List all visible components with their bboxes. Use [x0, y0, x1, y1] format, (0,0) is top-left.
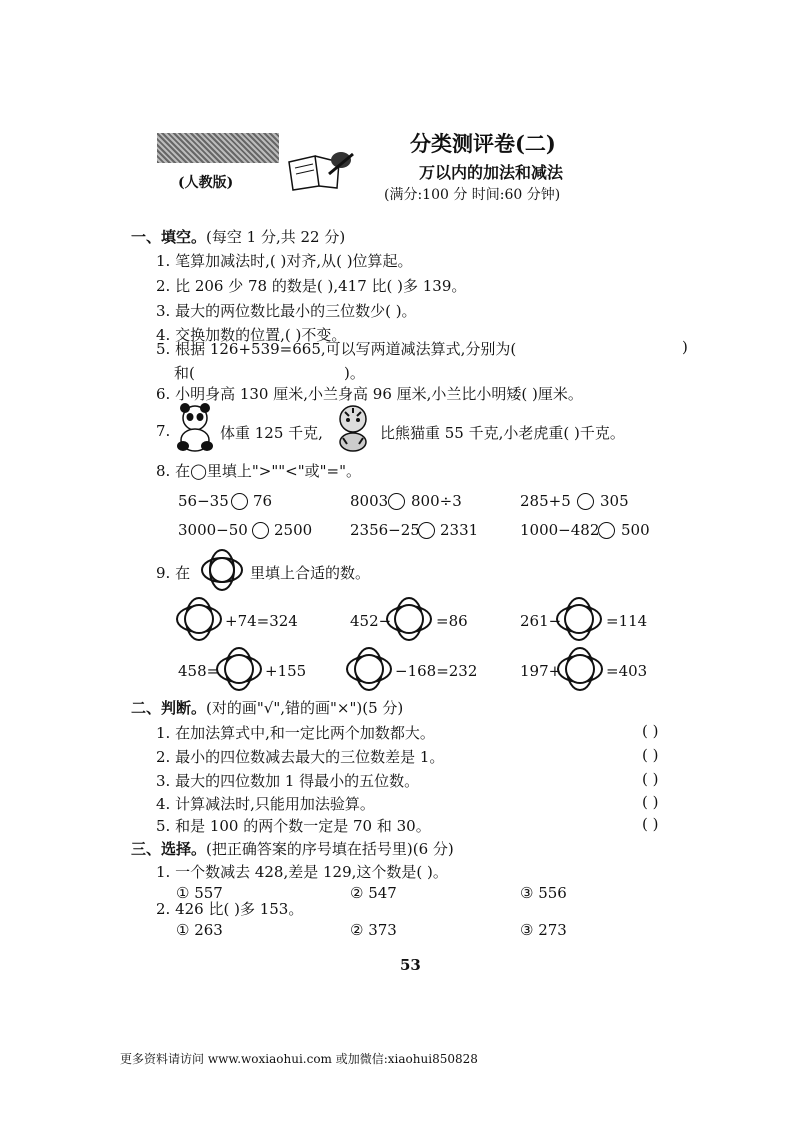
- answer-paren[interactable]: ( ): [642, 722, 659, 740]
- s3-q2-option-3[interactable]: ③ 273: [520, 921, 567, 939]
- s3-q1-option-1[interactable]: ① 557: [176, 884, 223, 902]
- edition-label: (人教版): [178, 175, 234, 191]
- section-1-title: [131, 226, 345, 247]
- tiger-icon: [331, 402, 375, 452]
- s3-q1: 1. 一个数减去 428,差是 129,这个数是( )。: [156, 863, 448, 881]
- q8-right-6: 500: [621, 521, 650, 539]
- section-2-note: (对的画"√",错的画"×")(5 分): [206, 699, 404, 717]
- s1-q4: 4. 交换加数的位置,( )不变。: [156, 326, 347, 344]
- q8-right-3: 305: [600, 492, 629, 510]
- section-1-heading: 一、填空。: [131, 228, 207, 246]
- s1-q8: 8. 在◯里填上">""<"或"="。: [156, 462, 361, 480]
- q9-before-4: 458=: [178, 662, 220, 680]
- section-3-heading: 三、选择。: [131, 840, 207, 858]
- q8-right-5: 2331: [440, 521, 479, 539]
- s1-q2: 2. 比 206 少 78 的数是( ),417 比( )多 139。: [156, 277, 467, 295]
- q9-before-6: 197+: [520, 662, 562, 680]
- section-2-title: [131, 697, 403, 718]
- s2-item-4: 4. 计算减法时,只能用加法验算。: [156, 795, 375, 813]
- s1-q6: 6. 小明身高 130 厘米,小兰身高 96 厘米,小兰比小明矮( )厘米。: [156, 385, 583, 403]
- page-subtitle: 万以内的加法和减法: [419, 163, 564, 182]
- s1-q5-close: ): [682, 338, 688, 356]
- exam-info: (满分:100 分 时间:60 分钟): [384, 187, 561, 203]
- q8-right-2: 800÷3: [411, 492, 462, 510]
- s2-item-2: 2. 最小的四位数减去最大的三位数差是 1。: [156, 748, 445, 766]
- s1-q5-text: 5. 根据 126+539=665,可以写两道减法算式,分别为(: [156, 340, 517, 358]
- compare-circle[interactable]: [598, 522, 615, 539]
- s1-q5-line1: [156, 338, 516, 359]
- q8-left-1: 56−35: [178, 492, 229, 510]
- q9-before-2: 452−: [350, 612, 392, 630]
- s3-q2: 2. 426 比( )多 153。: [156, 900, 304, 918]
- s3-q2-option-2[interactable]: ② 373: [350, 921, 397, 939]
- section-banner-stamp: [157, 133, 279, 163]
- q8-left-6: 1000−482: [520, 521, 600, 539]
- s1-q7-panda-weight: 体重 125 千克,: [220, 424, 323, 442]
- q9-after-1: +74=324: [225, 612, 298, 630]
- compare-circle[interactable]: [231, 493, 248, 510]
- q8-left-2: 8003: [350, 492, 389, 510]
- compare-circle[interactable]: [388, 493, 405, 510]
- q9-after-3: =114: [606, 612, 648, 630]
- q8-right-1: 76: [253, 492, 273, 510]
- q9-after-4: +155: [265, 662, 307, 680]
- flower-blank-icon: [198, 548, 246, 592]
- s3-q2-option-1[interactable]: ① 263: [176, 921, 223, 939]
- q8-left-4: 3000−50: [178, 521, 248, 539]
- page-number: 53: [400, 956, 421, 974]
- s1-q1: 1. 笔算加减法时,( )对齐,从( )位算起。: [156, 252, 413, 270]
- q8-left-3: 285+5: [520, 492, 571, 510]
- compare-circle[interactable]: [252, 522, 269, 539]
- s1-q7-tiger-text: 比熊猫重 55 千克,小老虎重( )千克。: [380, 424, 625, 442]
- s1-q5-and: 和(: [174, 364, 195, 382]
- s1-q9-suffix: 里填上合适的数。: [250, 564, 371, 582]
- s2-item-1: 1. 在加法算式中,和一定比两个加数都大。: [156, 724, 435, 742]
- section-3-title: [131, 838, 454, 859]
- q9-after-5: −168=232: [395, 662, 478, 680]
- s3-q1-option-2[interactable]: ② 547: [350, 884, 397, 902]
- answer-paren[interactable]: ( ): [642, 746, 659, 764]
- s1-q3: 3. 最大的两位数比最小的三位数少( )。: [156, 302, 417, 320]
- section-3-note: (把正确答案的序号填在括号里)(6 分): [206, 840, 454, 858]
- answer-paren[interactable]: ( ): [642, 770, 659, 788]
- q9-after-6: =403: [606, 662, 648, 680]
- q9-after-2: =86: [436, 612, 468, 630]
- s3-q1-option-3[interactable]: ③ 556: [520, 884, 567, 902]
- flower-answer-blank[interactable]: [175, 597, 223, 641]
- section-2-heading: 二、判断。: [131, 699, 207, 717]
- flower-answer-blank[interactable]: [385, 597, 433, 641]
- compare-circle[interactable]: [577, 493, 594, 510]
- footer-note: 更多资料请访问 www.woxiaohui.com 或加微信:xiaohui850828: [120, 1052, 478, 1066]
- page-title: 分类测评卷(二): [410, 131, 556, 156]
- s2-item-3: 3. 最大的四位数加 1 得最小的五位数。: [156, 772, 420, 790]
- answer-paren[interactable]: ( ): [642, 793, 659, 811]
- s1-q7-num: 7.: [156, 422, 171, 440]
- flower-answer-blank[interactable]: [556, 647, 604, 691]
- q8-left-5: 2356−25: [350, 521, 420, 539]
- s1-q9-prefix: 9. 在: [156, 564, 191, 582]
- s1-q5-end: )。: [344, 364, 365, 382]
- s2-item-5: 5. 和是 100 的两个数一定是 70 和 30。: [156, 817, 431, 835]
- flower-answer-blank[interactable]: [345, 647, 393, 691]
- answer-paren[interactable]: ( ): [642, 815, 659, 833]
- flower-answer-blank[interactable]: [215, 647, 263, 691]
- flower-answer-blank[interactable]: [555, 597, 603, 641]
- q9-before-3: 261−: [520, 612, 562, 630]
- compare-circle[interactable]: [418, 522, 435, 539]
- panda-icon: [173, 402, 217, 452]
- section-1-note: (每空 1 分,共 22 分): [206, 228, 346, 246]
- book-reading-illustration: [285, 148, 357, 192]
- q8-right-4: 2500: [274, 521, 313, 539]
